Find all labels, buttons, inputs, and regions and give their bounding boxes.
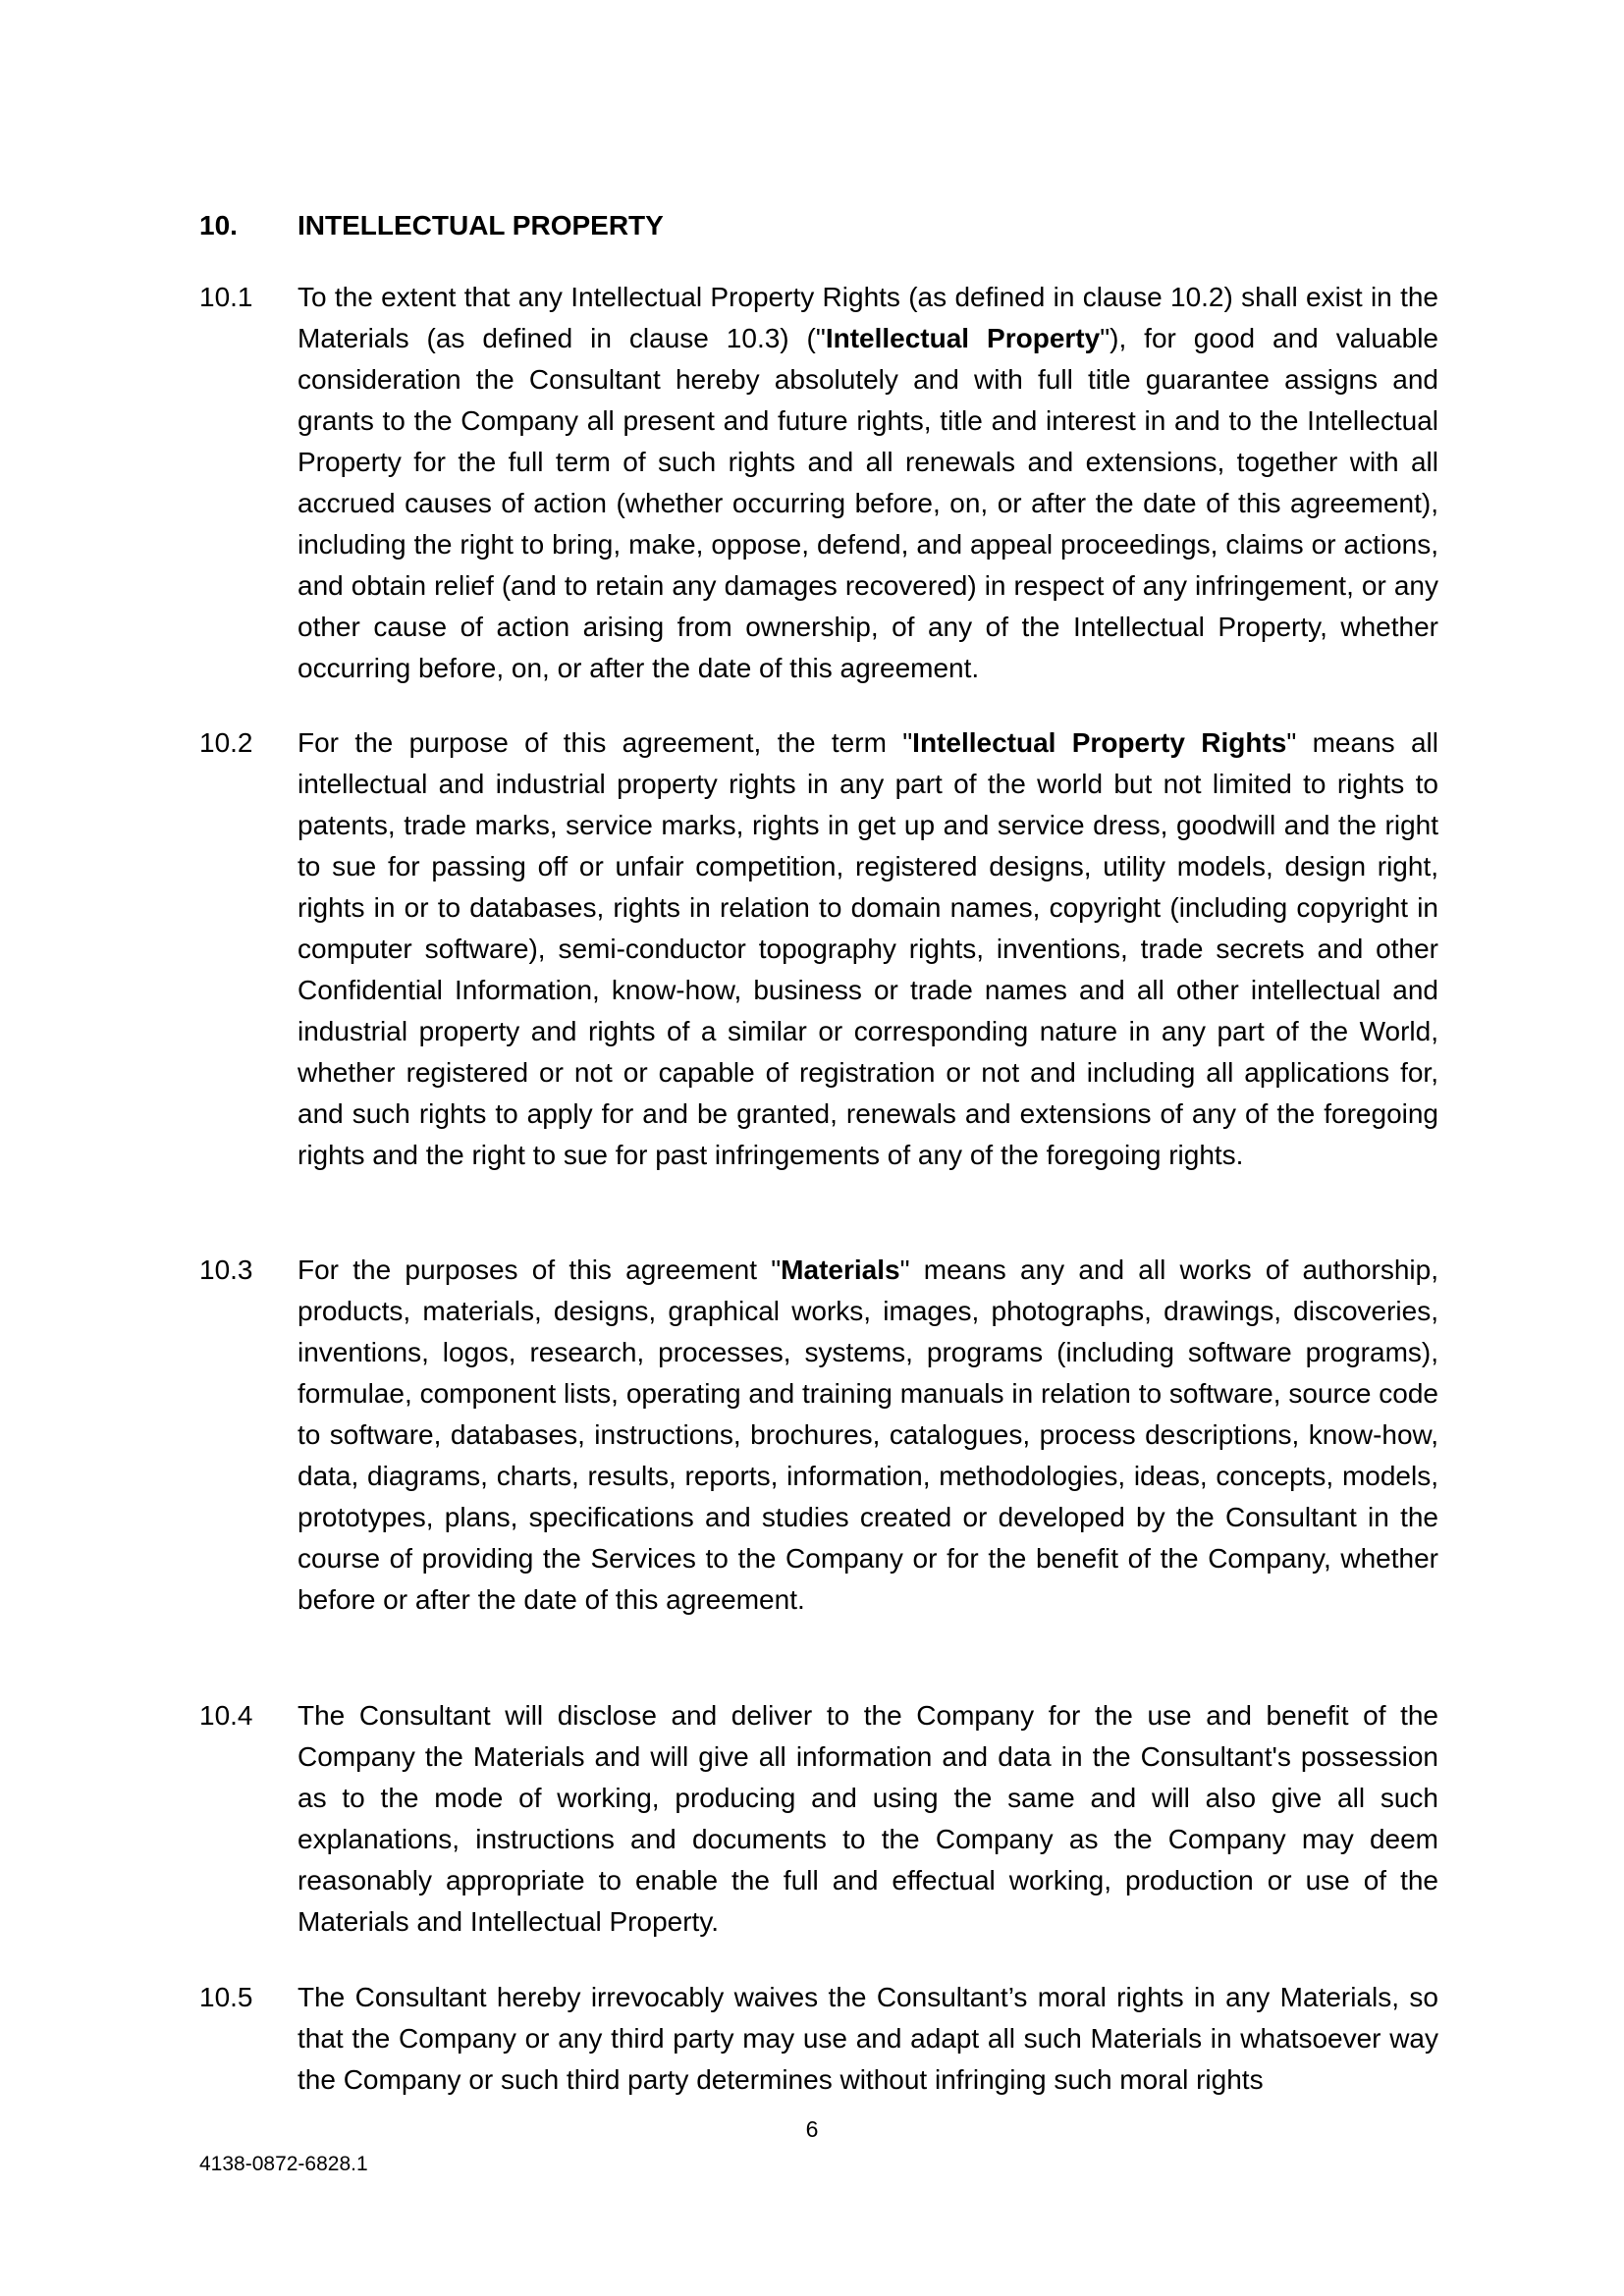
clause-text [298,277,1438,689]
clause-text: The Consultant will disclose and deliver to the Company for the use and benefit of the Company the Materials and will give all information and data in the Consultant's possession as to the mode of working, producing and using the same and will also give all such explanations, instructions and documents to the Company as the Company may deem reasonably appropriate to enable the full and effectual working, production or use of the Materials and Intellectual Property. [298,1700,1438,1937]
section-number: 10. [199,210,238,240]
clause-number: 10.3 [199,1255,253,1285]
clause-text [298,722,1438,1176]
clause-text: The Consultant hereby irrevocably waives the Consultant’s moral rights in any Materials, so that the Company or any third party may use and adapt all such Materials in whatsoever way the Company or such third party determines without infringing such moral rights [298,1982,1438,2095]
clause-number: 10.4 [199,1700,253,1731]
clause-text-part: "), for good and valuable consideration the Consultant hereby absolutely and with full title guarantee assigns and grants to the Company all present and future rights, title and interest in and to the Intellectual Property for the full term of such rights and all renewals and extensions, together with all accrued causes of action (whether occurring before, on, or after the date of this agreement), including the right to bring, make, oppose, defend, and appeal proceedings, claims or actions, and obtain relief (and to retain any damages recovered) in respect of any infringement, or any other cause of action arising from ownership, of any of the Intellectual Property, whether occurring before, on, or after the date of this agreement. [298,323,1438,683]
defined-term: Intellectual Property [825,323,1101,353]
defined-term: Intellectual Property Rights [912,727,1287,758]
clause-number: 10.5 [199,1982,253,2012]
clause-10-3 [199,1250,1438,1621]
clause-text-part: " means any and all works of authorship, products, materials, designs, graphical works, images, photographs, drawings, discoveries, inventions, logos, research, processes, systems, programs (including software programs), formulae, component lists, operating and training manuals in relation to software, source code to software, databases, instructions, brochures, catalogues, process descriptions, know-how, data, diagrams, charts, results, reports, information, methodologies, ideas, concepts, models, prototypes, plans, specifications and studies created or developed by the Consultant in the course of providing the Services to the Company or for the benefit of the Company, whether before or after the date of this agreement. [298,1255,1438,1615]
clause-text-part: To the extent that any Intellectual Property Rights (as defined in clause 10.2) shall exist in the Materials (as defined in clause 10.3) (" [298,282,1438,353]
clause-number: 10.2 [199,727,253,758]
clause-text-part: For the purpose of this agreement, the term " [298,727,913,758]
clause-10-1 [199,277,1438,689]
clause-text-part: " means all intellectual and industrial property rights in any part of the world but not limited to rights to patents, trade marks, service marks, rights in get up and service dress, goodwill and the right to sue for passing off or unfair competition, registered designs, utility models, design right, rights in or to databases, rights in relation to domain names, copyright (including copyright in computer software), semi-conductor topography rights, inventions, trade secrets and other Confidential Information, know-how, business or trade names and all other intellectual and industrial property and rights of a similar or corresponding nature in any part of the World, whether registered or not or capable of registration or not and including all applications for, and such rights to apply for and be granted, renewals and extensions of any of the foregoing rights and the right to sue for past infringements of any of the foregoing rights. [298,727,1438,1170]
section-heading [199,206,664,245]
clause-10-4 [199,1695,1438,1943]
defined-term: Materials [781,1255,900,1285]
document-reference: 4138-0872-6828.1 [199,2153,368,2175]
clause-number: 10.1 [199,282,253,312]
clause-text-part: For the purposes of this agreement " [298,1255,782,1285]
clause-text [298,1250,1438,1621]
clause-10-2 [199,722,1438,1176]
page-number: 6 [805,2116,819,2142]
section-title: INTELLECTUAL PROPERTY [298,210,664,240]
clause-10-5 [199,1977,1438,2101]
